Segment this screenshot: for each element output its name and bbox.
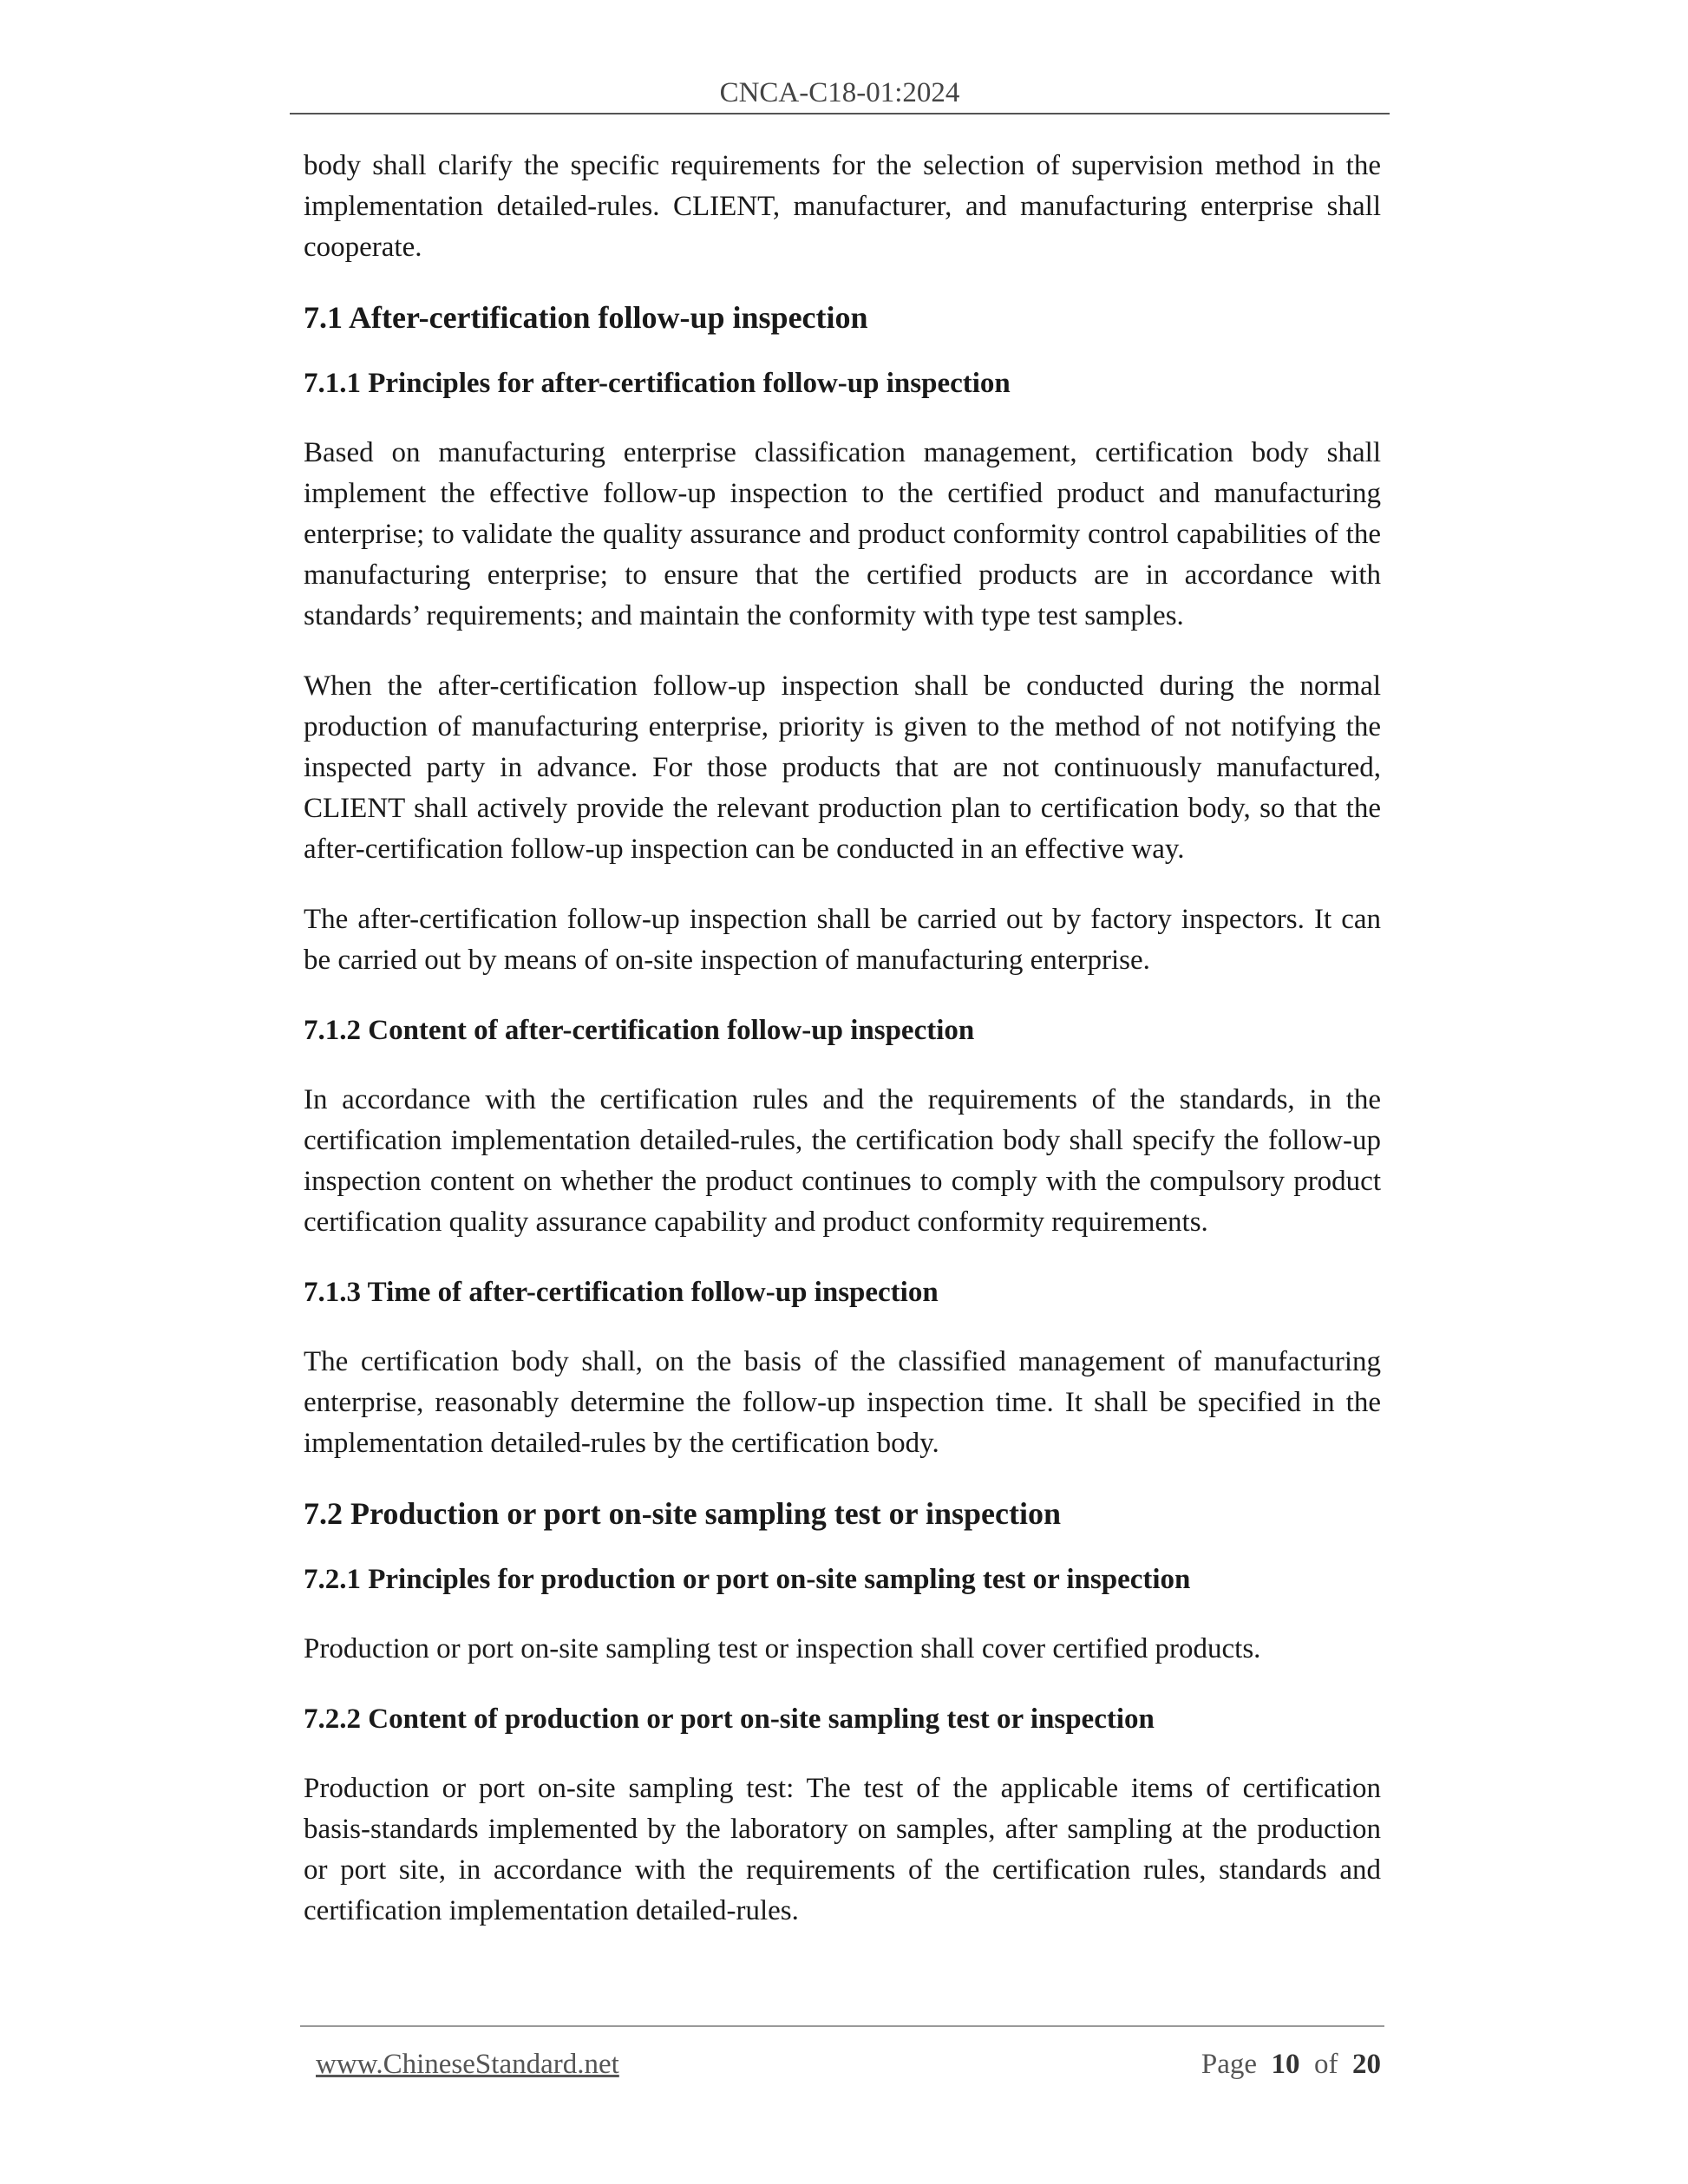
section-7-2-heading: 7.2 Production or port on-site sampling test or inspection xyxy=(304,1496,1062,1531)
section-7-2-2-paragraph: Production or port on-site sampling test: The test of the applicable items of certification basis-standards implemented by the laboratory on samples, after sampling at the production or port site, in accordance with the requirements of the certification rules, standards and certification implementation detailed-rules. xyxy=(304,1773,1381,1926)
section-7-1-3-paragraph: The certification body shall, on the basis of the classified management of manufacturing enterprise, reasonably determine the follow-up inspection time. It shall be specified in the implementation detailed-rules by the certification body. xyxy=(304,1346,1381,1459)
document-body xyxy=(304,146,1381,1961)
page-number xyxy=(1201,2044,1381,2084)
section-7-1-1-paragraph-1: Based on manufacturing enterprise classification management, certification body shall implement the effective follow-up inspection to the certified product and manufacturing enterprise; to validate the quality assurance and product conformity control capabilities of the manufacturing enterprise; to ensure that the certified products are in accordance with standards’ requirements; and maintain the conformity with type test samples. xyxy=(304,437,1381,631)
section-7-2-1-heading: 7.2.1 Principles for production or port on-site sampling test or inspection xyxy=(304,1564,1191,1595)
page-total: 20 xyxy=(1352,2049,1381,2080)
section-7-1-2-heading: 7.1.2 Content of after-certification follow-up inspection xyxy=(304,1015,975,1046)
website-link[interactable]: www.ChineseStandard.net xyxy=(316,2049,619,2080)
page-of-label: of xyxy=(1314,2049,1338,2080)
section-7-1-2-paragraph: In accordance with the certification rules and the requirements of the standards, in the certification implementation detailed-rules, the certification body shall specify the follow-up inspection content on whether the product continues to comply with the compulsory product certification quality assurance capability and product conformity requirements. xyxy=(304,1084,1381,1238)
section-7-1-heading: 7.1 After-certification follow-up inspection xyxy=(304,300,868,335)
section-7-2-2-heading: 7.2.2 Content of production or port on-site sampling test or inspection xyxy=(304,1703,1155,1735)
document-code: CNCA-C18-01:2024 xyxy=(719,77,960,108)
section-7-1-3-heading: 7.1.3 Time of after-certification follow-up inspection xyxy=(304,1277,939,1308)
page-header xyxy=(290,73,1390,114)
section-7-1-1-heading: 7.1.1 Principles for after-certification follow-up inspection xyxy=(304,368,1011,399)
section-7-2-1-paragraph: Production or port on-site sampling test or inspection shall cover certified products. xyxy=(304,1633,1261,1664)
section-7-1-1-paragraph-2: When the after-certification follow-up inspection shall be conducted during the normal production of manufacturing enterprise, priority is given to the method of not notifying the inspected party in advance. For those products that are not continuously manufactured, CLIENT shall actively provide the relevant production plan to certification body, so that the after-certification follow-up inspection can be conducted in an effective way. xyxy=(304,670,1381,865)
page-current: 10 xyxy=(1271,2049,1300,2080)
intro-paragraph: body shall clarify the specific requirements for the selection of supervision method in the implementation detailed-rules. CLIENT, manufacturer, and manufacturing enterprise shall cooperate. xyxy=(304,150,1381,263)
footer-divider xyxy=(300,2025,1384,2027)
page-label: Page xyxy=(1201,2049,1257,2080)
section-7-1-1-paragraph-3: The after-certification follow-up inspection shall be carried out by factory inspectors. It can be carried out by means of on-site inspection of manufacturing enterprise. xyxy=(304,904,1381,976)
